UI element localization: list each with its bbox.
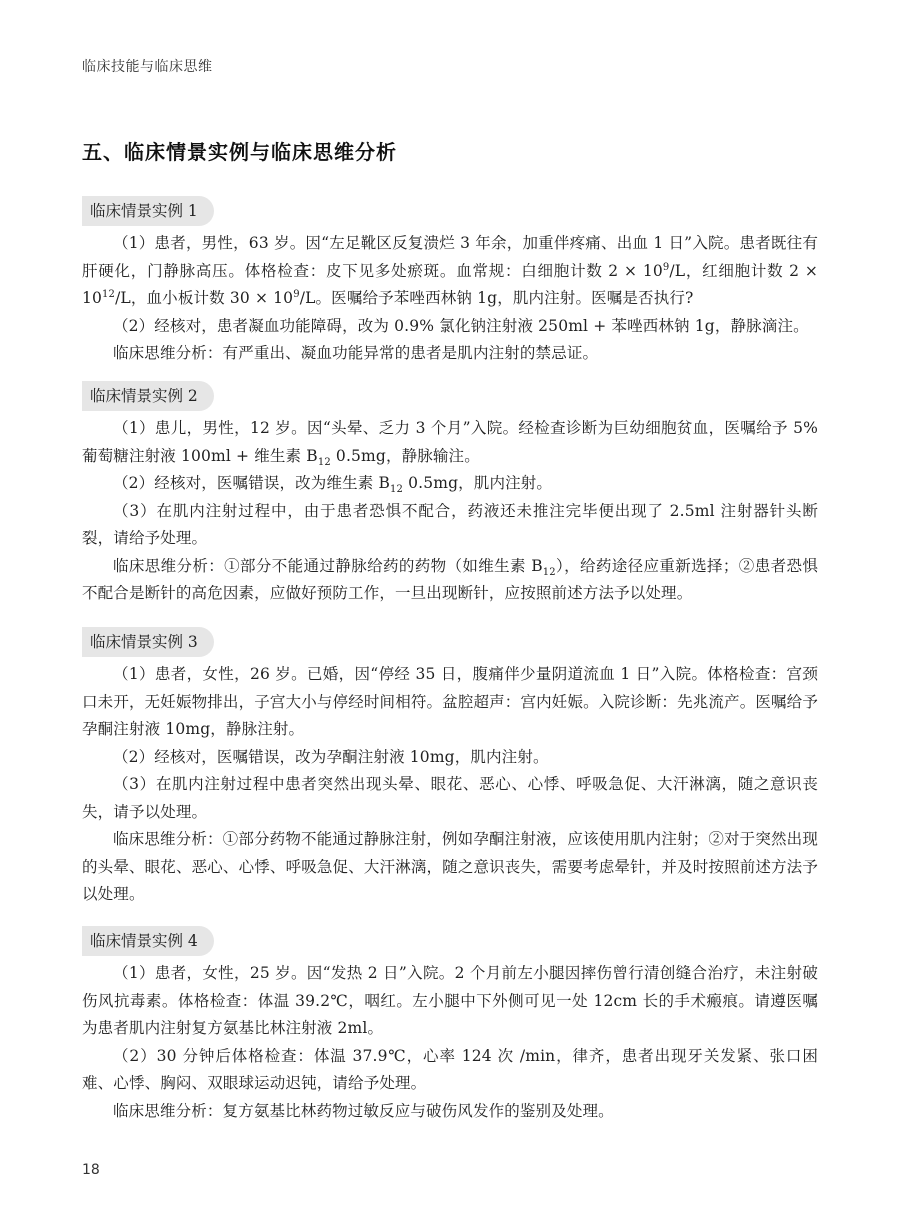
case-paragraph: （2）经核对，患者凝血功能障碍，改为 0.9% 氯化钠注射液 250ml + 苯唑西林钠 1g，静脉滴注。 [113, 316, 809, 335]
case-paragraph: （1）患者，女性，26 岁。已婚，因“停经 35 日，腹痛伴少量阴道流血 1 日”入院。体格检查：宫颈口未开，无妊娠物排出，子宫大小与停经时间相符。盆腔超声：宫内妊娠。入院诊断：先兆流产。医嘱给予孕酮注射液 10mg，静脉注射。 [82, 665, 818, 738]
clinical-analysis: 临床思维分析：复方氨基比林药物过敏反应与破伤风发作的鉴别及处理。 [113, 1101, 614, 1120]
case-paragraph: （2）经核对，医嘱错误，改为孕酮注射液 10mg，肌内注射。 [113, 747, 549, 766]
clinical-analysis: 临床思维分析：①部分药物不能通过静脉注射，例如孕酮注射液，应该使用肌内注射；②对于突然出现的头晕、眼花、恶心、心悸、呼吸急促、大汗淋漓，随之意识丧失，需要考虑晕针，并及时按照前述方法予以处理。 [82, 830, 818, 903]
case-paragraph: （1）患者，男性，63 岁。因“左足靴区反复溃烂 3 年余，加重伴疼痛、出血 1 日”入院。患者既往有肝硬化，门静脉高压。体格检查：皮下见多处瘀斑。血常规：白细胞计数 $2 \times 10^9/L$，红细胞计数 $2 \times 10^{12}/L$，血小板计数 $30 \times 10^9/L$。医嘱给予苯唑西林钠 1g，肌内注射。医嘱是否执行? [82, 234, 818, 307]
section-title: 五、临床情景实例与临床思维分析 [82, 140, 397, 164]
case-label: 临床情景实例 3 [82, 627, 214, 657]
running-header: 临床技能与临床思维 [82, 59, 213, 75]
case-label: 临床情景实例 2 [82, 381, 214, 411]
clinical-analysis: 临床思维分析：①部分不能通过静脉给药的药物（如维生素 $B_{12}$），给药途径应重新选择；②患者恐惧不配合是断针的高危因素，应做好预防工作，一旦出现断针，应按照前述方法予以处理。 [82, 556, 818, 602]
case-paragraph: （1）患儿，男性，12 岁。因“头晕、乏力 3 个月”入院。经检查诊断为巨幼细胞贫血，医嘱给予 5% 葡萄糖注射液 100ml + 维生素 $B_{12}$ 0.5mg，静脉输注。 [82, 419, 818, 468]
case-4 [82, 926, 818, 1125]
case-3 [82, 627, 818, 909]
case-paragraph: （2）经核对，医嘱错误，改为维生素 $B_{12}$ 0.5mg，肌内注射。 [113, 474, 553, 496]
case-label: 临床情景实例 1 [82, 196, 214, 226]
case-label: 临床情景实例 4 [82, 926, 214, 956]
case-2 [82, 381, 818, 608]
page-number: 18 [82, 1162, 100, 1178]
case-1 [82, 196, 818, 368]
case-paragraph: （1）患者，女性，25 岁。因“发热 2 日”入院。2 个月前左小腿因摔伤曾行清创缝合治疗，未注射破伤风抗毒素。体格检查：体温 39.2℃，咽红。左小腿中下外侧可见一处 12cm 长的手术瘢痕。请遵医嘱为患者肌内注射复方氨基比林注射液 2ml。 [82, 964, 818, 1037]
case-paragraph: （3）在肌内注射过程中，由于患者恐惧不配合，药液还未推注完毕便出现了 2.5ml 注射器针头断裂，请给予处理。 [82, 501, 818, 547]
clinical-analysis: 临床思维分析：有严重出、凝血功能异常的患者是肌内注射的禁忌证。 [113, 344, 599, 362]
case-paragraph: （3）在肌内注射过程中患者突然出现头晕、眼花、恶心、心悸、呼吸急促、大汗淋漓，随之意识丧失，请予以处理。 [82, 775, 818, 821]
case-paragraph: （2）30 分钟后体格检查：体温 37.9℃，心率 124 次 /min，律齐，患者出现牙关发紧、张口困难、心悸、胸闷、双眼球运动迟钝，请给予处理。 [82, 1046, 818, 1092]
